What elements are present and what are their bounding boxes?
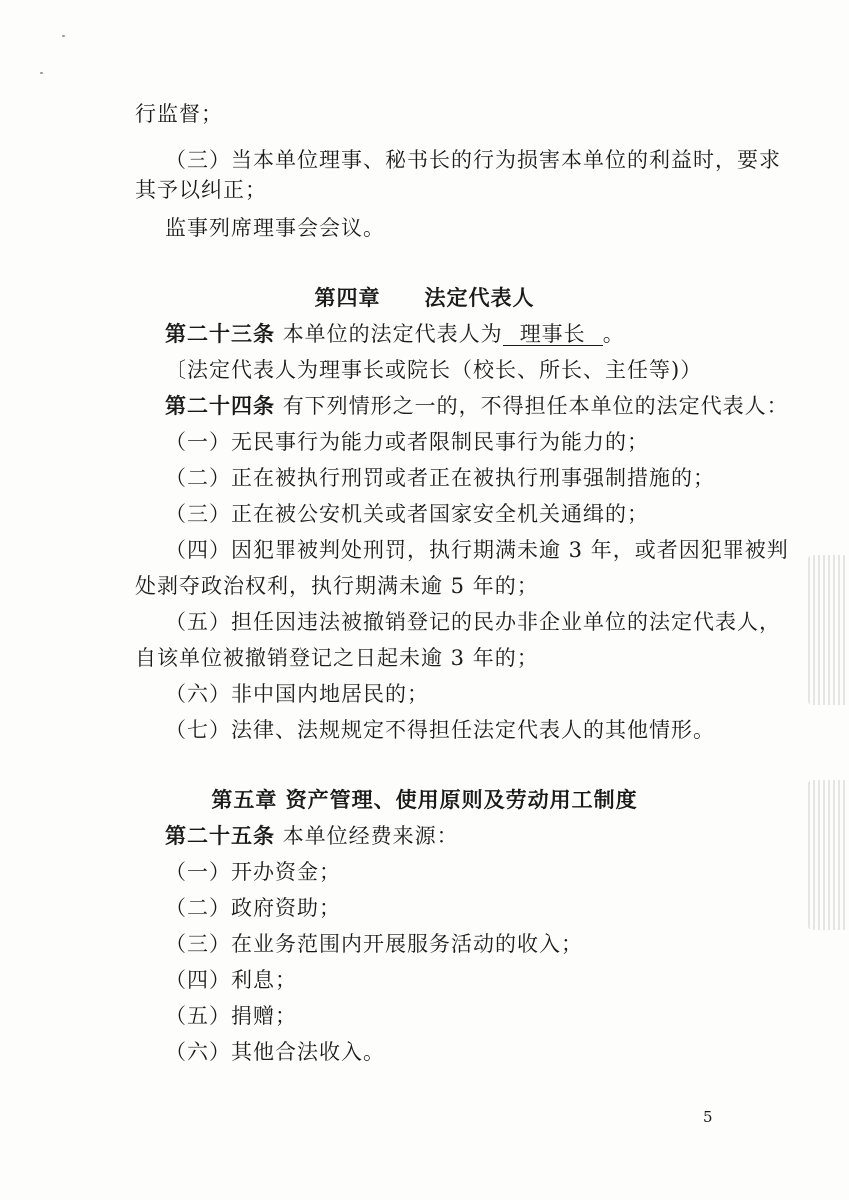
list-item: （五）担任因违法被撤销登记的民办非企业单位的法定代表人， — [165, 610, 781, 634]
article-text: 本单位的法定代表人为 — [282, 322, 503, 346]
text-line: （三）当本单位理事、秘书长的行为损害本单位的利益时，要求 — [165, 148, 781, 172]
list-item: （六）非中国内地居民的； — [165, 682, 429, 706]
list-item: （二）正在被执行刑罚或者正在被执行刑事强制措施的； — [165, 466, 715, 490]
list-item: （一）开办资金； — [165, 860, 341, 884]
article-24 — [165, 392, 789, 420]
article-label: 第二十三条 — [165, 322, 275, 346]
text-line: 行监督； — [135, 102, 223, 126]
article-label: 第二十四条 — [165, 394, 275, 418]
list-item: （五）捐赠； — [165, 1004, 297, 1028]
seal-mark-bottom — [808, 780, 848, 930]
list-item: 处剥夺政治权利，执行期满未逾 5 年的； — [135, 574, 539, 598]
list-item: （三）在业务范围内开展服务活动的收入； — [165, 932, 583, 956]
list-item: （三）正在被公安机关或者国家安全机关通缉的； — [165, 502, 649, 526]
text-line: 其予以纠正； — [135, 178, 267, 202]
seal-mark-top — [808, 555, 848, 705]
article-25 — [165, 822, 459, 850]
list-item: 自该单位被撤销登记之日起未逾 3 年的； — [135, 646, 539, 670]
filled-blank: 理事长 — [503, 323, 603, 346]
list-item: （一）无民事行为能力或者限制民事行为能力的； — [165, 430, 649, 454]
list-item: （七）法律、法规规定不得担任法定代表人的其他情形。 — [165, 718, 715, 742]
representative-note: 〔法定代表人为理事长或院长（校长、所长、主任等)） — [165, 358, 703, 382]
chapter-4-title: 第四章 法定代表人 — [314, 286, 535, 310]
page-number: 5 — [703, 1108, 713, 1126]
text-line: 监事列席理事会会议。 — [165, 216, 385, 240]
article-label: 第二十五条 — [165, 824, 275, 848]
scan-speck — [40, 72, 43, 74]
list-item: （二）政府资助； — [165, 896, 341, 920]
article-23 — [165, 320, 625, 348]
list-item: （四）利息； — [165, 968, 297, 992]
chapter-5-title: 第五章 资产管理、使用原则及劳动用工制度 — [211, 788, 638, 812]
article-end: 。 — [602, 322, 625, 346]
article-text: 本单位经费来源： — [282, 824, 459, 848]
list-item: （六）其他合法收入。 — [165, 1040, 385, 1064]
scan-speck — [62, 35, 65, 37]
list-item: （四）因犯罪被判处刑罚，执行期满未逾 3 年，或者因犯罪被判 — [165, 538, 789, 562]
article-text: 有下列情形之一的，不得担任本单位的法定代表人： — [282, 394, 789, 418]
